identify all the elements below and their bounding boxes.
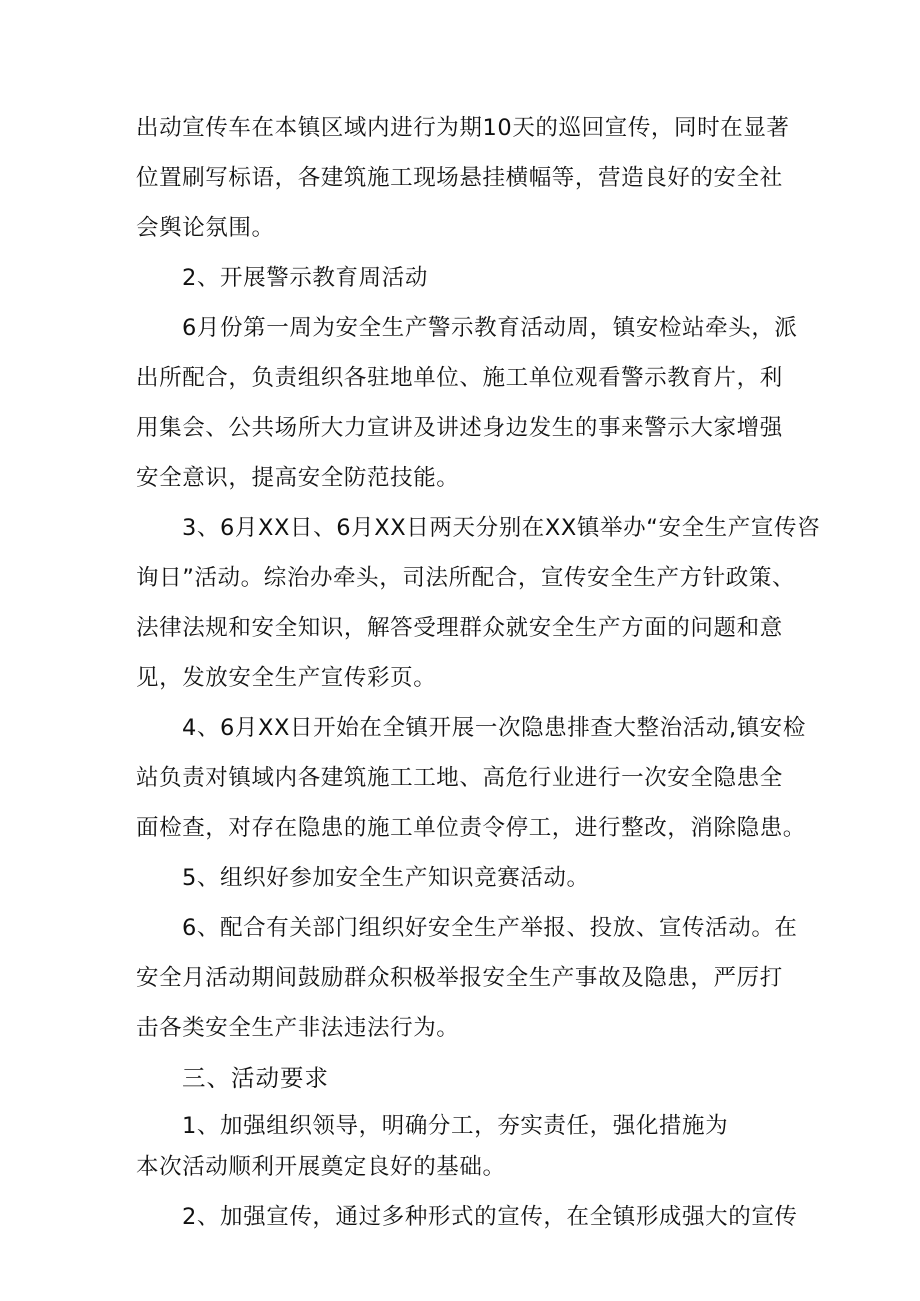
paragraph-line: 6月份第一周为安全生产警示教育活动周，镇安检站牵头，派: [182, 315, 798, 341]
section-heading: 三、活动要求: [182, 1064, 329, 1092]
paragraph-line: 3、6月XX日、6月XX日两天分别在XX镇举办“安全生产宣传咨: [182, 515, 821, 541]
paragraph-line: 6、配合有关部门组织好安全生产举报、投放、宣传活动。在: [182, 915, 798, 941]
paragraph-line: 本次活动顺利开展奠定良好的基础。: [136, 1154, 506, 1180]
paragraph-line: 安全月活动期间鼓励群众积极举报安全生产事故及隐患，严厉打: [136, 965, 783, 991]
paragraph-line: 出所配合，负责组织各驻地单位、施工单位观看警示教育片，利: [136, 365, 783, 391]
paragraph-line: 法律法规和安全知识，解答受理群众就安全生产方面的问题和意: [136, 615, 783, 641]
paragraph-line: 用集会、公共场所大力宣讲及讲述身边发生的事来警示大家增强: [136, 415, 783, 441]
paragraph-line: 会舆论氛围。: [136, 215, 275, 241]
paragraph-line: 位置刷写标语，各建筑施工现场悬挂横幅等，营造良好的安全社: [136, 165, 783, 191]
paragraph-line: 见，发放安全生产宣传彩页。: [136, 665, 437, 691]
paragraph-line: 出动宣传车在本镇区域内进行为期10天的巡回宣传，同时在显著: [136, 115, 790, 141]
paragraph-line: 5、组织好参加安全生产知识竞赛活动。: [182, 865, 590, 891]
paragraph-line: 击各类安全生产非法违法行为。: [136, 1015, 460, 1041]
paragraph-line: 1、加强组织领导，明确分工，夯实责任，强化措施为: [182, 1113, 729, 1139]
paragraph-line: 面检查，对存在隐患的施工单位责令停工，进行整改，消除隐患。: [136, 815, 806, 841]
paragraph-line: 站负责对镇域内各建筑施工工地、高危行业进行一次安全隐患全: [136, 765, 783, 791]
paragraph-line: 询日”活动。综治办牵头，司法所配合，宣传安全生产方针政策、: [136, 565, 796, 591]
paragraph-line: 2、加强宣传，通过多种形式的宣传，在全镇形成强大的宣传: [182, 1204, 798, 1230]
paragraph-line: 4、6月XX日开始在全镇开展一次隐患排查大整治活动,镇安检: [182, 715, 807, 741]
paragraph-line: 安全意识，提高安全防范技能。: [136, 465, 460, 491]
section-item-heading: 2、开展警示教育周活动: [182, 265, 428, 291]
